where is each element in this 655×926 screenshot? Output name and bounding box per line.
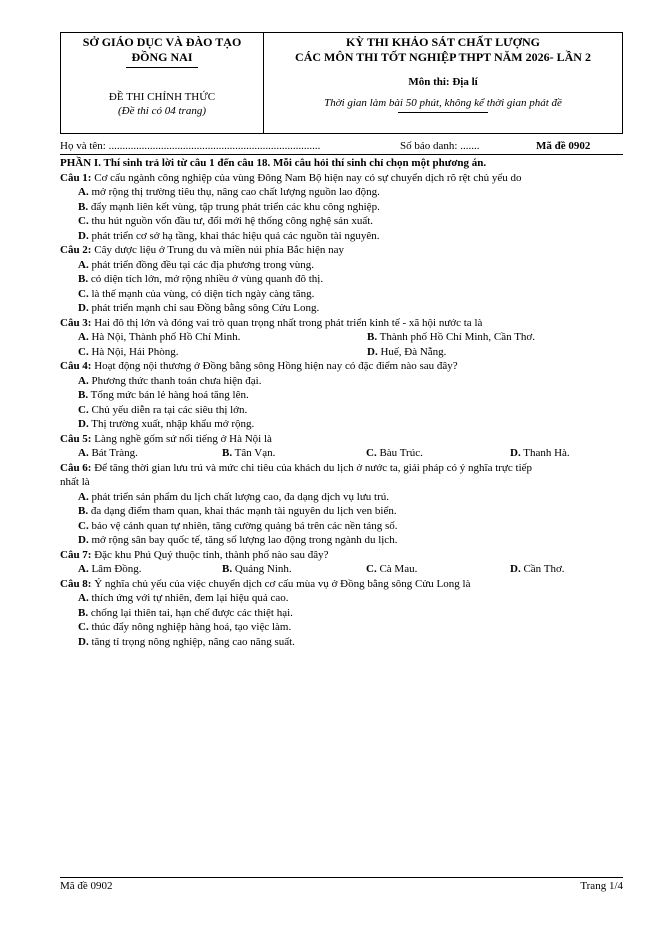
option-key: D. xyxy=(78,534,89,546)
option-key: D. xyxy=(510,563,521,575)
question-label: Câu 7: xyxy=(60,548,92,561)
option-text: Bàu Trúc. xyxy=(376,447,423,459)
department-line1: SỞ GIÁO DỤC VÀ ĐÀO TẠO xyxy=(82,35,242,49)
option-text: Thị trường xuất, nhập khẩu mở rộng. xyxy=(88,418,255,430)
option-key: B. xyxy=(78,505,89,517)
header-right-cell xyxy=(264,33,622,133)
exam-header xyxy=(60,32,623,134)
option-text: thu hút nguồn vốn đầu tư, đổi mới hệ thống công nghệ sản xuất. xyxy=(88,215,374,227)
option-6a xyxy=(60,490,625,505)
question-text: Cơ cấu ngành công nghiệp của vùng Đông Nam Bộ hiện nay có sự chuyển dịch rõ rệt chủ yếu do xyxy=(91,171,522,184)
option-4c xyxy=(60,403,625,418)
option-key: B. xyxy=(367,331,378,343)
option-4a xyxy=(60,374,625,389)
option-key: D. xyxy=(367,345,378,358)
option-8c xyxy=(60,620,625,635)
question-text: Đặc khu Phú Quý thuộc tỉnh, thành phố nào sau đây? xyxy=(91,548,329,561)
question-text: Hai đô thị lớn và đóng vai trò quan trọng nhất trong phát triển kinh tế - xã hội nước ta là xyxy=(91,316,483,329)
option-text: phát triển sản phẩm du lịch chất lượng cao, đa dạng dịch vụ lưu trú. xyxy=(88,490,390,503)
question-label: Câu 4: xyxy=(60,360,92,372)
option-5d xyxy=(510,446,570,461)
option-key: A. xyxy=(78,592,89,604)
option-text: Cà Mau. xyxy=(376,563,418,575)
header-left-cell xyxy=(61,33,264,133)
time-note-underline xyxy=(398,112,488,113)
option-text: Tổng mức bán lẻ hàng hoá tăng lên. xyxy=(88,389,249,401)
option-2a xyxy=(60,258,625,273)
option-5a xyxy=(78,446,222,461)
question-label: Câu 1: xyxy=(60,171,92,184)
exam-title-line2: CÁC MÔN THI TỐT NGHIỆP THPT NĂM 2026- LẦN 2 xyxy=(295,50,591,64)
question-text: Hoạt động nội thương ở Đồng bằng sông Hồng hiện nay có đặc điểm nào sau đây? xyxy=(91,360,458,372)
option-text: Hà Nội, Hải Phòng. xyxy=(88,345,179,358)
option-1b xyxy=(60,200,625,215)
option-text: tăng tỉ trọng nông nghiệp, nâng cao năng suất. xyxy=(88,635,295,648)
question-text: Làng nghề gốm sứ nổi tiếng ở Hà Nội là xyxy=(91,432,272,445)
option-8a xyxy=(60,591,625,606)
option-3b xyxy=(367,330,535,345)
option-6b xyxy=(60,504,625,519)
option-text: đa dạng điểm tham quan, khai thác mạnh tài nguyên du lịch ven biển. xyxy=(88,505,397,517)
option-8b xyxy=(60,606,625,621)
option-key: B. xyxy=(78,200,89,213)
option-text: Thành phố Hồ Chí Minh, Cần Thơ. xyxy=(377,331,535,343)
department-underline xyxy=(126,67,198,68)
option-1c xyxy=(60,214,625,229)
option-1d xyxy=(60,229,625,244)
option-key: A. xyxy=(78,186,89,198)
option-5b xyxy=(222,446,366,461)
question-text: Để tăng thời gian lưu trú và mức chi tiêu của khách du lịch ở nước ta, giải pháp có ý nghĩa trực tiếp xyxy=(91,461,533,474)
option-key: C. xyxy=(78,345,89,358)
official-exam-label: ĐỀ THI CHÍNH THỨC xyxy=(108,91,216,103)
option-key: C. xyxy=(366,447,377,459)
option-1a xyxy=(60,185,625,200)
subject-label: Môn thi: Địa lí xyxy=(408,76,478,88)
option-text: Thanh Hà. xyxy=(520,447,570,459)
option-3a xyxy=(78,330,367,345)
option-7a xyxy=(78,562,222,577)
option-text: Cần Thơ. xyxy=(520,563,565,575)
option-text: Tân Vạn. xyxy=(232,447,276,459)
department-line2: ĐỒNG NAI xyxy=(131,50,193,64)
option-text: thích ứng với tự nhiên, đem lại hiệu quả cao. xyxy=(88,592,289,604)
options-row xyxy=(60,562,625,577)
option-key: B. xyxy=(78,389,89,401)
option-key: B. xyxy=(222,563,233,575)
option-text: Huế, Đà Nẵng. xyxy=(377,345,447,358)
options-row xyxy=(60,345,625,360)
footer-exam-code: Mã đề 0902 xyxy=(60,880,113,892)
exam-code: Mã đề 0902 xyxy=(536,140,591,152)
option-key: D. xyxy=(510,447,521,459)
option-text: bảo vệ cảnh quan tự nhiên, tăng cường quảng bá trên các nền tảng số. xyxy=(88,519,398,532)
option-5c xyxy=(366,446,510,461)
footer-page-number: Trang 1/4 xyxy=(580,880,623,892)
time-note: Thời gian làm bài 50 phút, không kể thời gian phát đề xyxy=(324,97,562,109)
options-row xyxy=(60,446,625,461)
option-3d xyxy=(367,345,446,360)
option-key: C. xyxy=(366,563,377,575)
question-3 xyxy=(60,316,625,331)
option-text: Hà Nội, Thành phố Hồ Chí Minh. xyxy=(88,331,241,343)
question-6-continued: nhất là xyxy=(60,476,90,488)
option-key: C. xyxy=(78,403,89,416)
option-text: Chủ yếu diễn ra tại các siêu thị lớn. xyxy=(88,403,248,416)
question-7 xyxy=(60,548,625,563)
option-key: A. xyxy=(78,563,89,575)
option-key: C. xyxy=(78,215,89,227)
question-2 xyxy=(60,243,625,258)
info-divider xyxy=(60,154,623,155)
option-7d xyxy=(510,562,565,577)
pages-note: (Đề thi có 04 trang) xyxy=(118,105,206,117)
candidate-name-field: Họ và tên: ............................................................................. xyxy=(60,140,321,152)
option-3c xyxy=(78,345,367,360)
question-5 xyxy=(60,432,625,447)
option-key: B. xyxy=(222,447,233,459)
question-6 xyxy=(60,461,625,476)
option-text: chống lại thiên tai, hạn chế được các thiệt hại. xyxy=(88,606,293,619)
option-text: Quảng Ninh. xyxy=(232,563,292,575)
option-key: B. xyxy=(78,273,89,285)
question-1 xyxy=(60,171,625,186)
option-7c xyxy=(366,562,510,577)
option-text: phát triển đồng đều tại các địa phương trong vùng. xyxy=(88,258,315,271)
option-7b xyxy=(222,562,366,577)
footer-divider xyxy=(60,877,623,878)
option-text: có diện tích lớn, mở rộng nhiều ở vùng quanh đô thị. xyxy=(88,273,324,285)
option-key: C. xyxy=(78,621,89,633)
exam-content xyxy=(60,156,625,649)
option-6c xyxy=(60,519,625,534)
option-key: D. xyxy=(78,302,89,314)
option-text: phát triển mạnh chỉ sau Đồng bằng sông Cửu Long. xyxy=(88,302,320,314)
option-key: A. xyxy=(78,258,89,271)
option-4d xyxy=(60,417,625,432)
option-6d xyxy=(60,533,625,548)
question-text: Cây dược liệu ở Trung du và miền núi phía Bắc hiện nay xyxy=(91,244,345,256)
option-text: là thế mạnh của vùng, có diện tích ngày càng tăng. xyxy=(88,287,315,300)
option-text: phát triển cơ sở hạ tầng, khai thác hiệu quả các nguồn tài nguyên. xyxy=(88,229,380,242)
option-text: Bát Tràng. xyxy=(88,447,138,459)
option-text: Lâm Đồng. xyxy=(88,563,142,575)
option-text: đẩy mạnh liên kết vùng, tập trung phát triển các khu công nghiệp. xyxy=(88,200,380,213)
option-text: Phương thức thanh toán chưa hiện đại. xyxy=(88,374,262,387)
option-key: D. xyxy=(78,635,89,648)
option-key: A. xyxy=(78,447,89,459)
option-4b xyxy=(60,388,625,403)
option-key: C. xyxy=(78,287,89,300)
option-key: A. xyxy=(78,374,89,387)
candidate-number-field: Số báo danh: ....... xyxy=(400,140,480,152)
candidate-info-line xyxy=(60,139,623,153)
option-text: thúc đẩy nông nghiệp hàng hoá, tạo việc làm. xyxy=(88,621,292,633)
part1-instruction: PHẦN I. Thí sinh trả lời từ câu 1 đến câu 18. Mỗi câu hỏi thí sinh chỉ chọn một phương án. xyxy=(60,157,487,169)
option-key: C. xyxy=(78,519,89,532)
option-key: A. xyxy=(78,490,89,503)
options-row xyxy=(60,330,625,345)
option-key: D. xyxy=(78,418,89,430)
question-text: Ý nghĩa chủ yếu của việc chuyển dịch cơ cấu mùa vụ ở Đồng bằng sông Cửu Long là xyxy=(91,577,471,590)
option-key: A. xyxy=(78,331,89,343)
question-4 xyxy=(60,359,625,374)
option-text: mở rộng sân bay quốc tế, tăng số lượng lao động trong ngành du lịch. xyxy=(88,534,398,546)
option-2c xyxy=(60,287,625,302)
question-8 xyxy=(60,577,625,592)
option-text: mở rộng thị trường tiêu thụ, nâng cao chất lượng nguồn lao động. xyxy=(88,186,380,198)
question-label: Câu 2: xyxy=(60,244,92,256)
question-label: Câu 6: xyxy=(60,461,92,474)
exam-title-line1: KỲ THI KHẢO SÁT CHẤT LƯỢNG xyxy=(346,35,540,49)
option-2b xyxy=(60,272,625,287)
question-label: Câu 5: xyxy=(60,432,92,445)
option-key: B. xyxy=(78,606,89,619)
question-label: Câu 8: xyxy=(60,577,92,590)
option-2d xyxy=(60,301,625,316)
option-key: D. xyxy=(78,229,89,242)
question-label: Câu 3: xyxy=(60,316,92,329)
option-8d xyxy=(60,635,625,650)
